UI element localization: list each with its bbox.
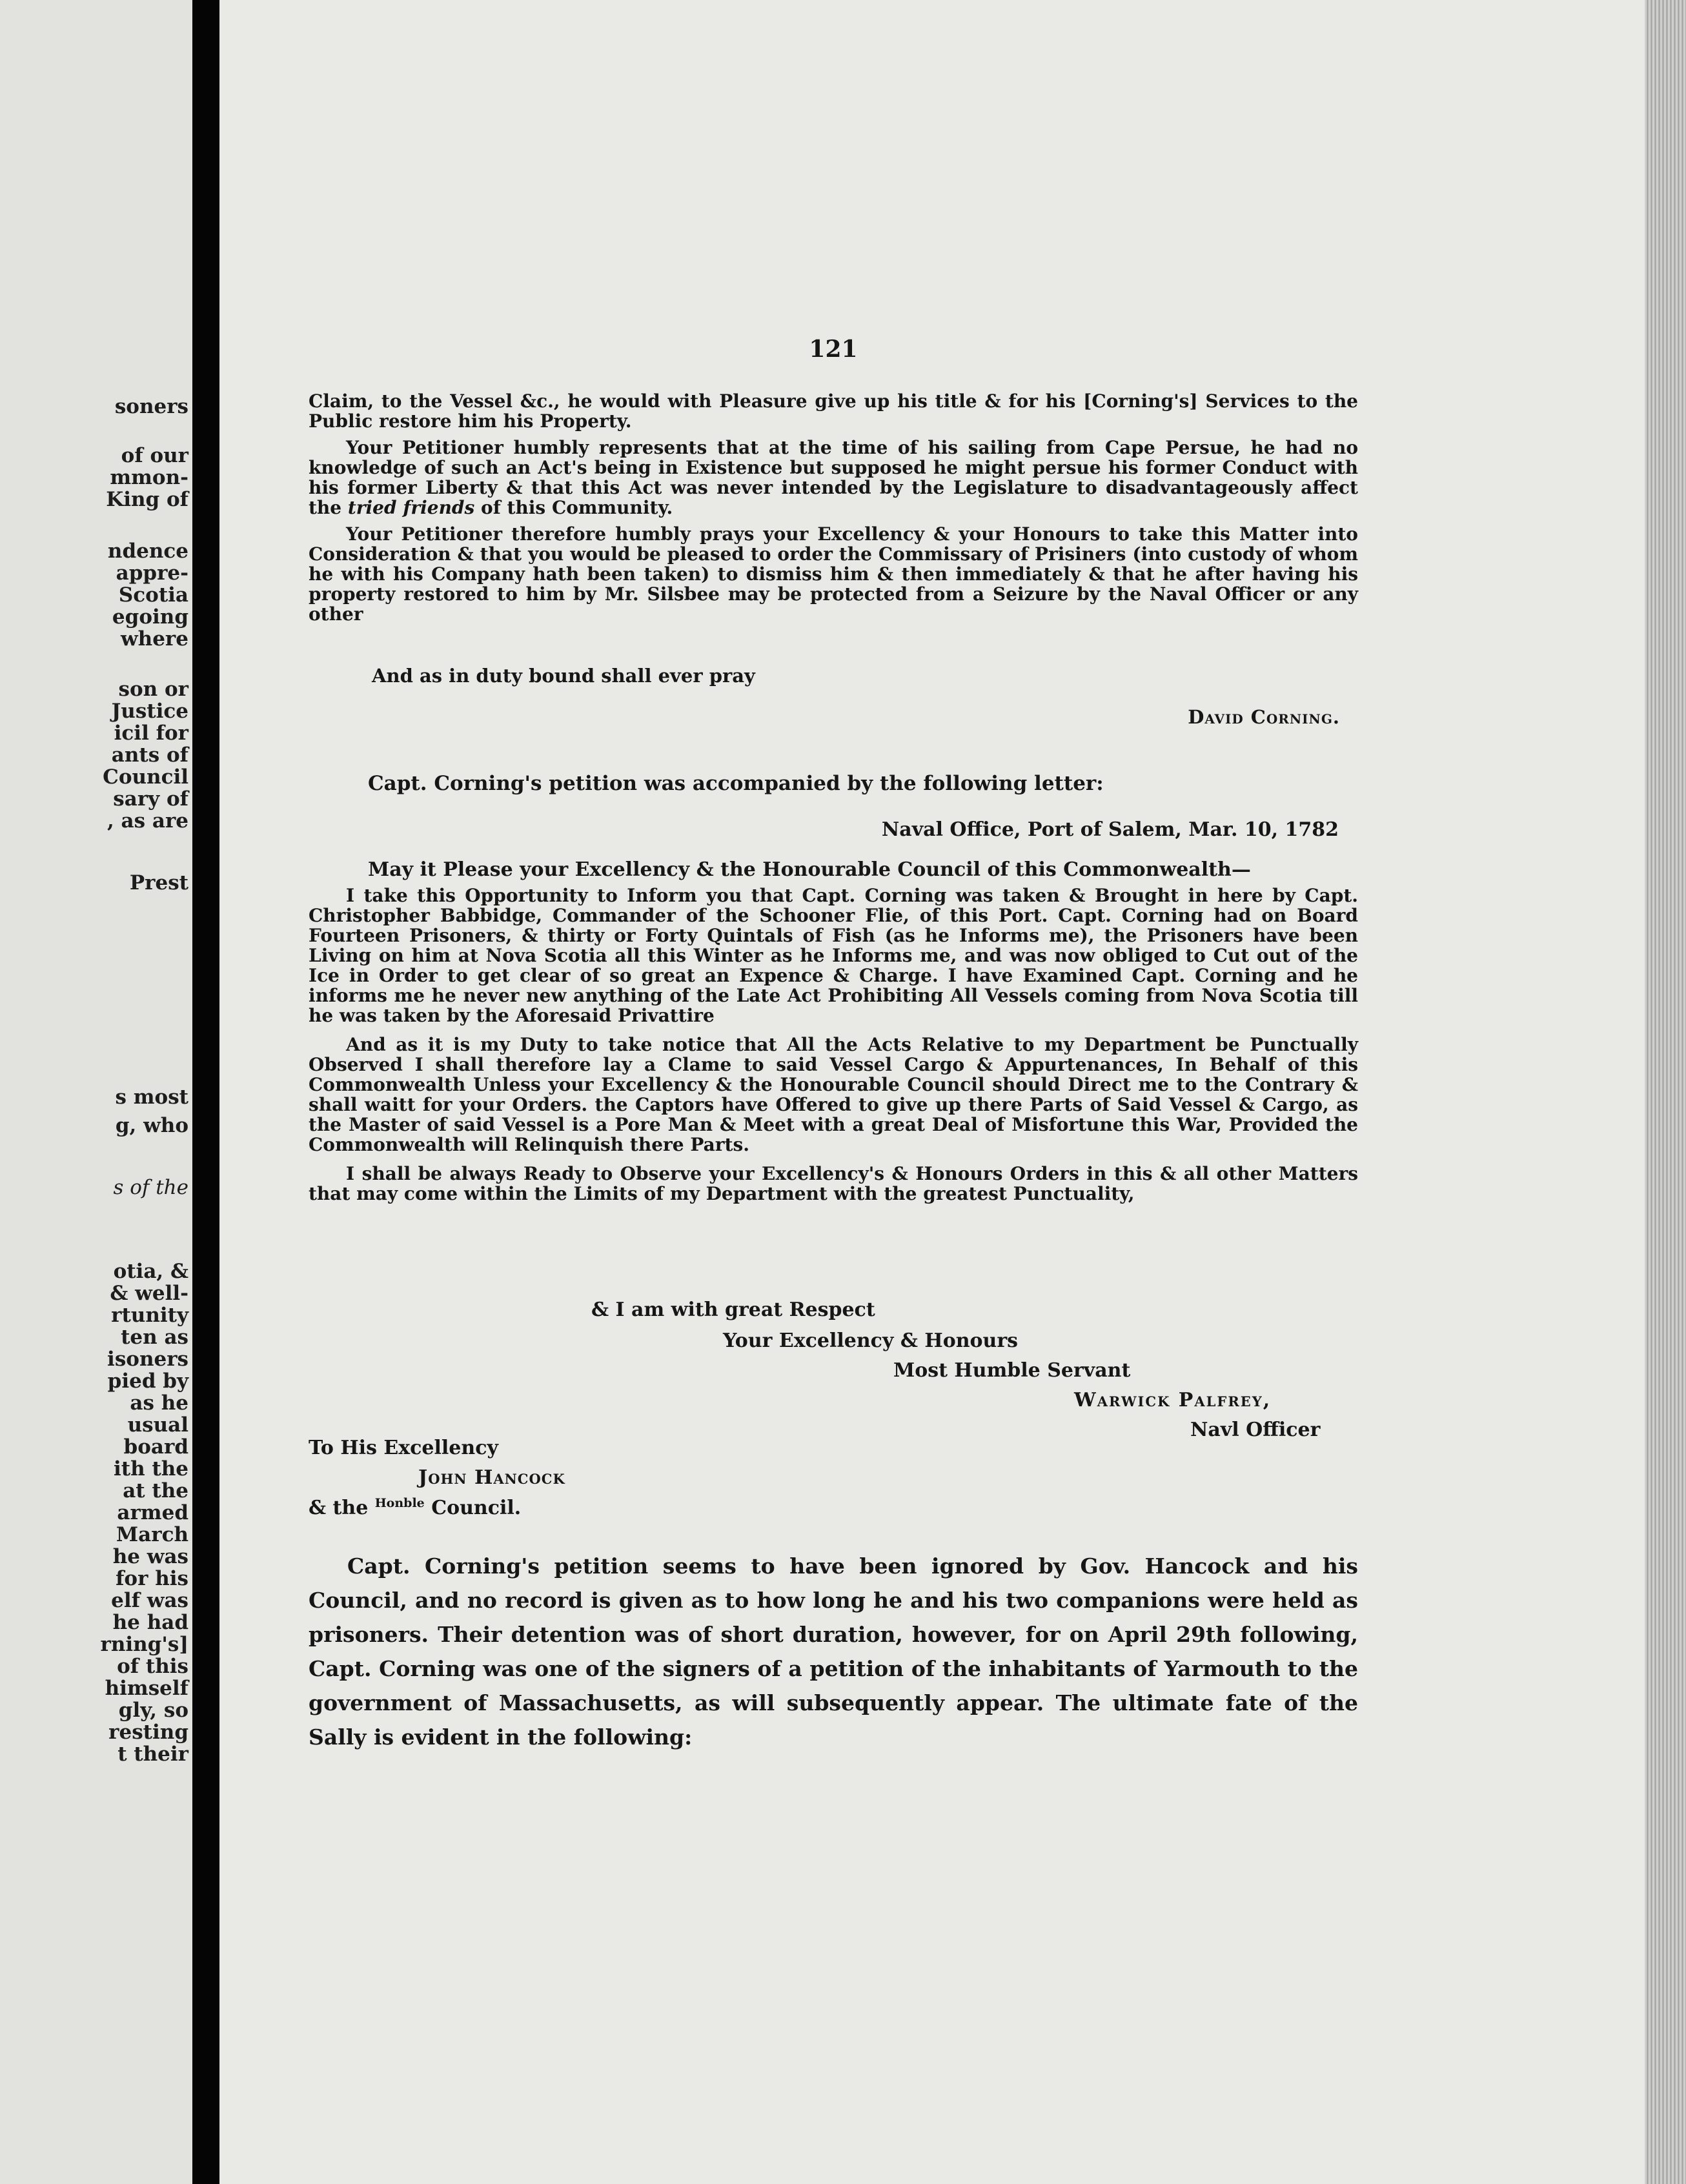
facing-page-line-fragment: ndence [107,540,188,563]
facing-page-line-fragment: at the [123,1479,188,1502]
facing-page-line-fragment: Scotia [118,583,188,607]
address-line-3 [309,1496,1358,1519]
facing-page-line-fragment: & well- [110,1282,188,1305]
address-prefix: & the [309,1497,375,1519]
facing-page-line-fragment: sary of [113,787,188,811]
facing-page-line-fragment: ants of [111,743,188,767]
letter-closing-2: Your Excellency & Honours [723,1330,1019,1352]
book-gutter [192,0,219,2184]
facing-page-line-fragment: mmon- [110,466,188,489]
facing-page-line-fragment: where [120,627,188,651]
petition-paragraph-3: Your Petitioner therefore humbly prays your Excellency & your Honours to take this Matter into Consideration & that you would be pleased to order the Commissary of Prisiners (into custody of whom he with his Company hath been taken) to dismiss him & then immediately & that he after having his property restored to him by Mr. Silsbee may be protected from a Seizure by the Naval Officer or any other [309,523,1358,625]
facing-page-line-fragment: appre- [116,561,188,585]
facing-page-line-fragment: s most [115,1086,188,1109]
facing-page-line-fragment: gly, so [118,1699,188,1722]
facing-page-line-fragment: armed [117,1501,188,1524]
facing-page-line-fragment: for his [116,1567,188,1590]
address-suffix: Council. [424,1497,522,1519]
letter-dateline: Naval Office, Port of Salem, Mar. 10, 1782 [881,818,1339,841]
facing-page-line-fragment: son or [118,678,188,701]
facing-page-line-fragment: egoing [112,605,188,629]
facing-page-line-fragment: as he [130,1391,188,1415]
facing-page-line-fragment: he had [112,1611,188,1634]
letter-paragraph-1: I take this Opportunity to Inform you that Capt. Corning was taken & Brought in here by Capt. Christopher Babbidge, Commander of the Schooner Flie, of this Port. Capt. Corning had on Board Fourteen Prisoners, & thirty or Forty Quintals of Fish (as he Informs me), the Prisoners have been Living on him at Nova Scotia all this Winter as he Informs me, and was now obliged to Cut out of the Ice in Order to get clear of so great an Expence & Charge. I have Examined Capt. Corning and he informs me he never new anything of the Late Act Prohibiting All Vessels coming from Nova Scotia till he was taken by the Aforesaid Privattire [309,885,1358,1026]
letter-paragraph-3: I shall be always Ready to Observe your Excellency's & Honours Orders in this & all other Matters that may come within the Limits of my Department with the greatest Punctuality, [309,1163,1358,1204]
facing-page-line-fragment: otia, & [113,1260,188,1283]
facing-page-line-fragment: , as are [107,809,188,833]
facing-page-line-fragment: of this [117,1655,188,1678]
petition-paragraph-2 [309,438,1358,518]
petition-p2-italic: tried friends [347,497,475,518]
facing-page-fragment [0,0,192,2184]
facing-page-line-fragment: Justice [111,700,188,723]
facing-page-line-fragment: usual [127,1413,188,1437]
letter-closing-3: Most Humble Servant [893,1359,1131,1382]
petition-paragraph-1: Claim, to the Vessel &c., he would with Pleasure give up his title & for his [Corning's] Services to the Public restore him his Property. [309,390,1358,432]
facing-page-line-fragment: ith the [113,1457,188,1481]
letter-signature-title: Navl Officer [1190,1419,1321,1441]
facing-page-line-fragment: of our [121,444,188,467]
letter-closing-1: & I am with great Respect [591,1299,875,1321]
address-line-1: To His Excellency [309,1437,498,1459]
letter-paragraph-2: And as it is my Duty to take notice that All the Acts Relative to my Department be Punctually Observed I shall therefore lay a Clame to said Vessel Cargo & Appurtenances, In Behalf of this Commonwealth Unless your Excellency & the Honourable Council should Direct me to the Contrary & shall waitt for your Orders. the Captors have Offered to give up there Parts of Said Vessel & Cargo, as the Master of said Vessel is a Pore Man & Meet with a great Deal of Misfortune this War, Provided the Commonwealth will Relinquish there Parts. [309,1034,1358,1155]
facing-page-line-fragment: t their [117,1743,188,1766]
address-superscript: Honble [374,1496,425,1510]
page-number: 121 [809,336,858,363]
letter-signature: Warwick Palfrey, [1074,1389,1272,1411]
petition-p2-end: of this Community. [474,497,673,518]
letter-salutation: May it Please your Excellency & the Honourable Council of this Commonwealth— [368,858,1251,881]
letter-intro: Capt. Corning's petition was accompanied by the following letter: [368,772,1104,795]
facing-page-line-fragment: g, who [115,1114,188,1137]
facing-page-line-fragment: Prest [129,871,188,895]
petition-closing: And as in duty bound shall ever pray [372,665,755,687]
facing-page-line-fragment: rtunity [111,1304,188,1327]
address-line-2: John Hancock [418,1466,565,1489]
page-content [309,0,1358,2184]
facing-page-line-fragment: isoners [107,1348,188,1371]
petition-p2-text: Your Petitioner humbly represents that at the time of his sailing from Cape Persue, he had no knowledge of such an Act's being in Existence but supposed he might persue his former Conduct with his former Liberty & that this Act was never intended by the Legislature to disadvantageously affect the [309,437,1358,518]
facing-page-line-fragment: resting [108,1721,188,1744]
commentary-paragraph: Capt. Corning's petition seems to have been ignored by Gov. Hancock and his Council, and no record is given as to how long he and his two companions were held as prisoners. Their detention was of short duration, however, for on April 29th following, Capt. Corning was one of the signers of a petition of the inhabitants of Yarmouth to the government of Massachusetts, as will subsequently appear. The ultimate fate of the Sally is evident in the following: [309,1553,1358,1750]
facing-page-line-fragment: board [123,1435,188,1459]
petition-signature: David Corning. [1188,706,1340,728]
letter-text [309,885,1358,1204]
facing-page-line-fragment: March [116,1523,188,1546]
petition-text [309,391,1358,624]
facing-page-line-fragment: himself [105,1677,188,1700]
facing-page-line-fragment: he was [112,1545,188,1568]
facing-page-line-fragment: icil for [114,722,188,745]
facing-page-line-fragment: soners [114,395,188,418]
facing-page-line-fragment: rning's] [100,1633,188,1656]
facing-page-line-fragment: King of [106,488,188,511]
facing-page-line-fragment: Council [103,765,188,789]
facing-page-line-fragment: pied by [107,1370,188,1393]
page-edge-stack [1645,0,1686,2184]
facing-page-line-fragment: s of the [113,1176,188,1199]
facing-page-line-fragment: elf was [111,1589,188,1612]
facing-page-line-fragment: ten as [121,1326,188,1349]
